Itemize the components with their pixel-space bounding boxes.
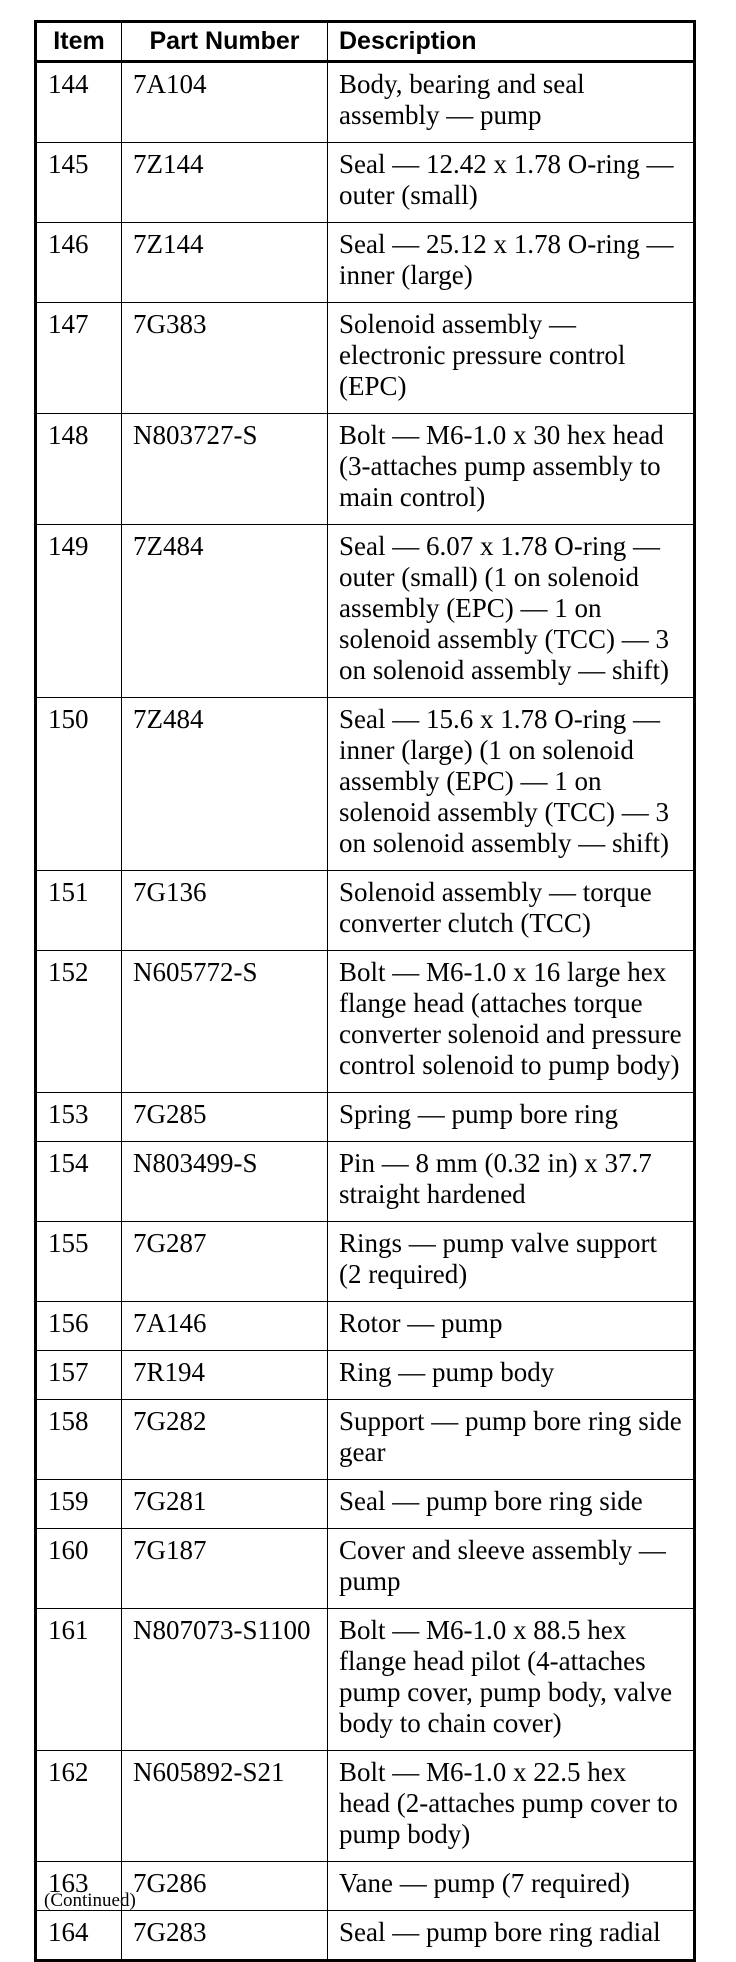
part-number-cell: 7Z144 (122, 223, 328, 303)
item-cell: 152 (36, 951, 122, 1093)
description-cell: Ring — pump body (328, 1351, 695, 1400)
table-row (36, 1751, 695, 1862)
part-number-cell: N605772-S (122, 951, 328, 1093)
description-cell: Bolt — M6-1.0 x 22.5 hex head (2-attaches pump cover to pump body) (328, 1751, 695, 1862)
item-cell: 164 (36, 1911, 122, 1961)
part-number-cell: 7G283 (122, 1911, 328, 1961)
description-cell: Seal — 12.42 x 1.78 O-ring — outer (small) (328, 143, 695, 223)
description-cell: Cover and sleeve assembly — pump (328, 1529, 695, 1609)
part-number-cell: 7Z144 (122, 143, 328, 223)
part-number-cell: 7Z484 (122, 525, 328, 698)
part-number-cell: 7Z484 (122, 698, 328, 871)
item-cell: 161 (36, 1609, 122, 1751)
part-number-cell: 7G285 (122, 1093, 328, 1142)
table-row (36, 1302, 695, 1351)
description-cell: Seal — 6.07 x 1.78 O-ring — outer (small) (1 on solenoid assembly (EPC) — 1 on solenoid assembly (TCC) — 3 on solenoid assembly — shift) (328, 525, 695, 698)
item-cell: 155 (36, 1222, 122, 1302)
part-number-cell: 7G383 (122, 303, 328, 414)
description-cell: Pin — 8 mm (0.32 in) x 37.7 straight hardened (328, 1142, 695, 1222)
part-number-cell: 7A146 (122, 1302, 328, 1351)
item-cell: 156 (36, 1302, 122, 1351)
continued-note: (Continued) (44, 1890, 136, 1911)
part-number-cell: 7G281 (122, 1480, 328, 1529)
item-cell: 153 (36, 1093, 122, 1142)
part-number-cell: 7G282 (122, 1400, 328, 1480)
item-cell: 157 (36, 1351, 122, 1400)
table-row (36, 1222, 695, 1302)
table-row (36, 1529, 695, 1609)
description-cell: Spring — pump bore ring (328, 1093, 695, 1142)
description-cell: Support — pump bore ring side gear (328, 1400, 695, 1480)
part-number-cell: 7R194 (122, 1351, 328, 1400)
description-cell: Body, bearing and seal assembly — pump (328, 62, 695, 143)
item-cell: 147 (36, 303, 122, 414)
description-cell: Vane — pump (7 required) (328, 1862, 695, 1911)
table-row (36, 223, 695, 303)
parts-table-body (36, 62, 695, 1961)
table-row (36, 1142, 695, 1222)
item-cell: 158 (36, 1400, 122, 1480)
table-row (36, 143, 695, 223)
table-header-row (36, 22, 695, 62)
description-cell: Bolt — M6-1.0 x 16 large hex flange head (attaches torque converter solenoid and pressure control solenoid to pump body) (328, 951, 695, 1093)
table-row (36, 525, 695, 698)
part-number-cell: N803499-S (122, 1142, 328, 1222)
description-cell: Seal — 15.6 x 1.78 O-ring — inner (large) (1 on solenoid assembly (EPC) — 1 on solenoid assembly (TCC) — 3 on solenoid assembly — shift) (328, 698, 695, 871)
table-row (36, 871, 695, 951)
description-cell: Seal — pump bore ring radial (328, 1911, 695, 1961)
table-row (36, 303, 695, 414)
parts-table (34, 20, 696, 1962)
item-cell: 149 (36, 525, 122, 698)
description-cell: Bolt — M6-1.0 x 88.5 hex flange head pilot (4-attaches pump cover, pump body, valve body to chain cover) (328, 1609, 695, 1751)
item-cell: 150 (36, 698, 122, 871)
item-cell: 159 (36, 1480, 122, 1529)
description-cell: Bolt — M6-1.0 x 30 hex head (3-attaches pump assembly to main control) (328, 414, 695, 525)
description-cell: Solenoid assembly — electronic pressure control (EPC) (328, 303, 695, 414)
item-cell: 154 (36, 1142, 122, 1222)
table-row (36, 1351, 695, 1400)
part-number-cell: N803727-S (122, 414, 328, 525)
item-cell: 163 (36, 1862, 122, 1911)
table-row (36, 1480, 695, 1529)
item-cell: 144 (36, 62, 122, 143)
table-row (36, 698, 695, 871)
column-header-description: Description (328, 22, 695, 62)
column-header-part-number: Part Number (122, 22, 328, 62)
table-row (36, 1609, 695, 1751)
part-number-cell: 7G187 (122, 1529, 328, 1609)
description-cell: Rings — pump valve support (2 required) (328, 1222, 695, 1302)
part-number-cell: 7G136 (122, 871, 328, 951)
item-cell: 151 (36, 871, 122, 951)
part-number-cell: 7G287 (122, 1222, 328, 1302)
column-header-item: Item (36, 22, 122, 62)
table-row (36, 951, 695, 1093)
table-row (36, 414, 695, 525)
table-row (36, 62, 695, 143)
item-cell: 145 (36, 143, 122, 223)
part-number-cell: N605892-S21 (122, 1751, 328, 1862)
part-number-cell: 7A104 (122, 62, 328, 143)
part-number-cell: N807073-S1100 (122, 1609, 328, 1751)
item-cell: 162 (36, 1751, 122, 1862)
item-cell: 148 (36, 414, 122, 525)
description-cell: Seal — pump bore ring side (328, 1480, 695, 1529)
table-row (36, 1911, 695, 1961)
description-cell: Solenoid assembly — torque converter clutch (TCC) (328, 871, 695, 951)
item-cell: 146 (36, 223, 122, 303)
table-row (36, 1093, 695, 1142)
table-row (36, 1400, 695, 1480)
item-cell: 160 (36, 1529, 122, 1609)
part-number-cell: 7G286 (122, 1862, 328, 1911)
description-cell: Rotor — pump (328, 1302, 695, 1351)
description-cell: Seal — 25.12 x 1.78 O-ring — inner (large) (328, 223, 695, 303)
